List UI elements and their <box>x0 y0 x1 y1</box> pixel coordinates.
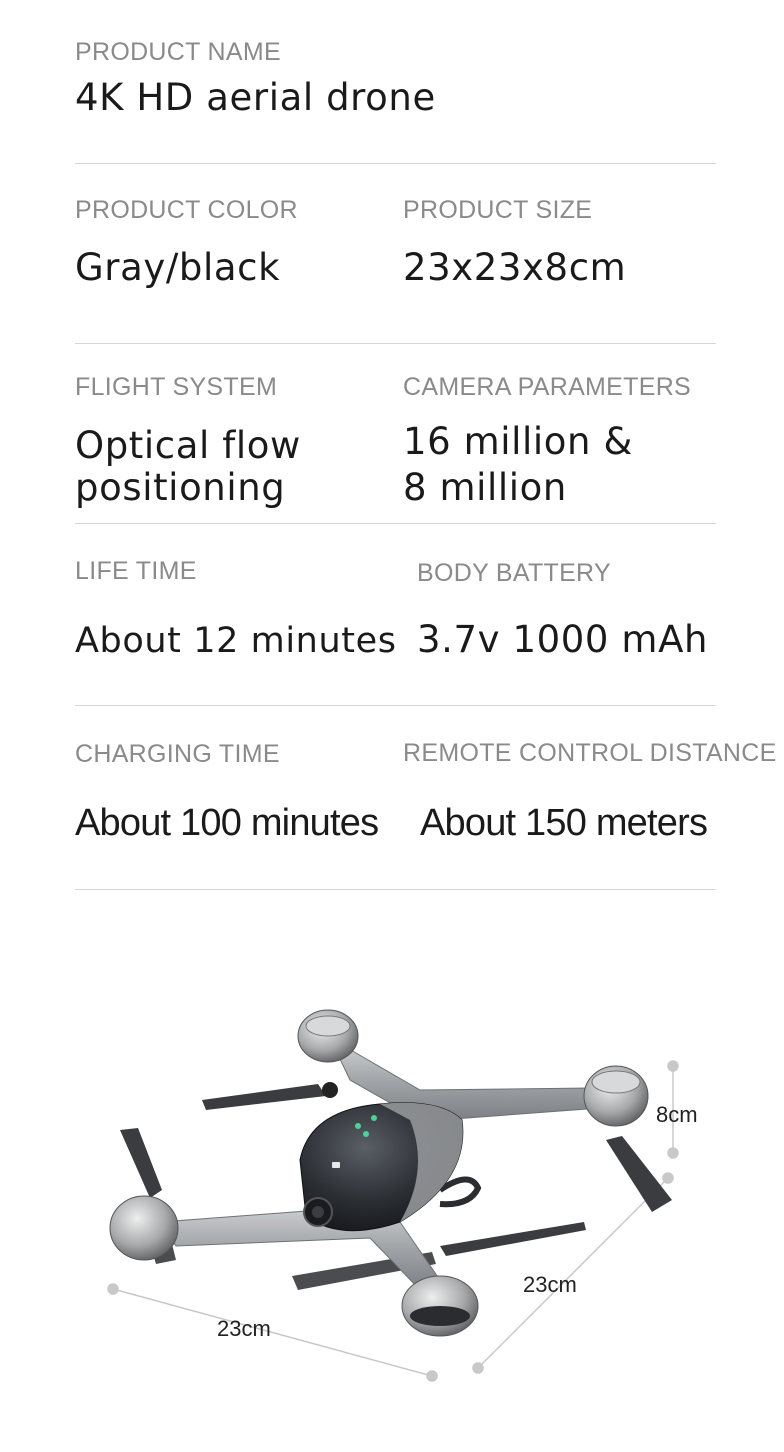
product-name-label: PRODUCT NAME <box>75 38 281 66</box>
life-time-value: About 12 minutes <box>75 621 397 661</box>
remote-control-distance-label: REMOTE CONTROL DISTANCE <box>403 739 777 767</box>
body-battery-label: BODY BATTERY <box>417 559 611 587</box>
camera-parameters-label: CAMERA PARAMETERS <box>403 373 692 401</box>
product-size-label: PRODUCT SIZE <box>403 196 593 224</box>
flight-system-value-line2: positioning <box>75 466 286 509</box>
motor <box>110 1196 178 1260</box>
life-time-label: LIFE TIME <box>75 557 197 585</box>
dimension-height-label: 8cm <box>656 1102 698 1127</box>
product-color-value: Gray/black <box>75 246 281 289</box>
product-size-value: 23x23x8cm <box>403 246 627 289</box>
remote-control-distance-value: About 150 meters <box>420 802 708 844</box>
charging-time-label: CHARGING TIME <box>75 740 280 768</box>
divider <box>75 163 716 164</box>
propeller <box>606 1136 672 1212</box>
body-battery-value: 3.7v 1000 mAh <box>417 618 709 661</box>
dimension-width-label: 23cm <box>217 1316 271 1341</box>
drone-body <box>300 1103 463 1231</box>
flight-system-value-line1: Optical flow <box>75 424 301 467</box>
divider <box>75 889 716 890</box>
drone-illustration <box>0 960 784 1452</box>
divider <box>75 705 716 706</box>
camera-parameters-value-line1: 16 million & <box>403 420 633 463</box>
motor <box>584 1066 648 1126</box>
dimension-depth-label: 23cm <box>523 1272 577 1297</box>
product-color-label: PRODUCT COLOR <box>75 196 298 224</box>
flight-system-label: FLIGHT SYSTEM <box>75 373 278 401</box>
divider <box>75 523 716 524</box>
charging-time-value: About 100 minutes <box>75 802 379 844</box>
propeller <box>202 1082 338 1110</box>
divider <box>75 343 716 344</box>
camera-parameters-value-line2: 8 million <box>403 466 567 509</box>
motor <box>298 1010 358 1062</box>
product-name-value: 4K HD aerial drone <box>75 76 436 119</box>
motor <box>402 1276 478 1336</box>
